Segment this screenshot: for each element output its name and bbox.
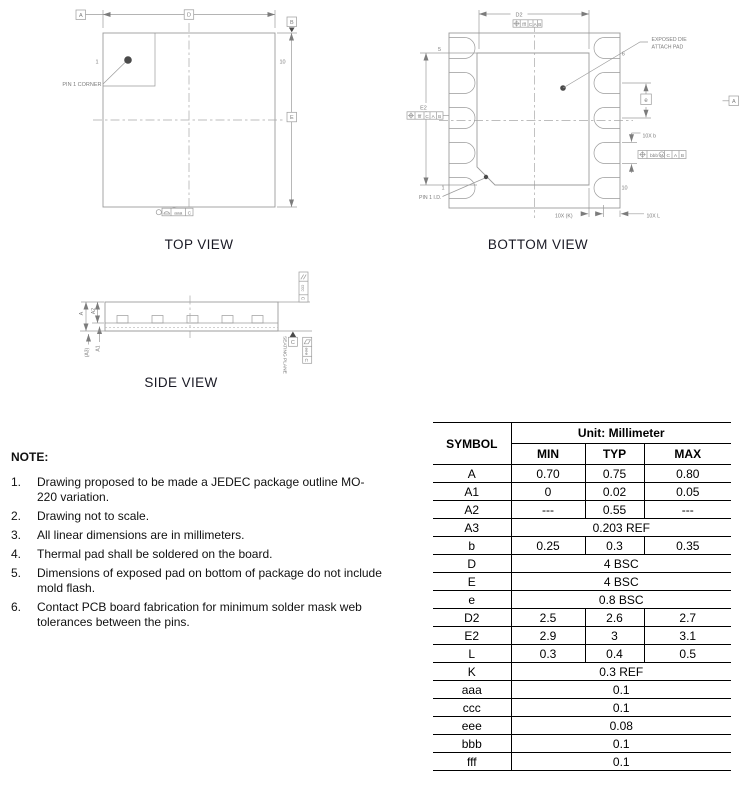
dim-l-label: 10X L <box>646 213 661 220</box>
span-value-cell: 0.08 <box>511 717 731 735</box>
dim-b-label: 10X b <box>642 133 657 140</box>
exposed-pad-label-line2: ATTACH PAD <box>651 44 684 51</box>
note-item <box>11 600 431 630</box>
dim-d-label: D <box>187 12 191 19</box>
table-row <box>433 627 731 645</box>
typ-cell: 0.55 <box>585 501 644 519</box>
datum-b-arrow <box>289 28 295 33</box>
symbol-cell: aaa <box>433 681 511 699</box>
pin1-id-callout <box>419 175 488 201</box>
note-number: 2. <box>11 509 22 523</box>
bottom-pin1-number: 1 <box>441 185 445 192</box>
symbol-cell: b <box>433 537 511 555</box>
table-row <box>433 537 731 555</box>
fcf-ccc-datum: C <box>300 296 306 301</box>
symbol-cell: D2 <box>433 609 511 627</box>
table-row <box>433 735 731 753</box>
column-header-min: MIN <box>511 444 585 465</box>
note-text-line: Drawing proposed to be made a JEDEC package outline MO- <box>37 475 365 489</box>
seating-plane-callout <box>282 332 312 374</box>
dim-e-label: E <box>289 115 294 122</box>
symbol-cell: eee <box>433 717 511 735</box>
svg-text:M: M <box>660 152 664 158</box>
table-row <box>433 501 731 519</box>
fcf-aaa <box>156 207 193 217</box>
fcf-d2-tolerance: fff <box>522 21 526 27</box>
symbol-cell: E <box>433 573 511 591</box>
fcf-b-tolerance: bbb <box>649 153 659 159</box>
note-text-line: All linear dimensions are in millimeters. <box>37 528 245 542</box>
fcf-d2-datum1: C <box>528 21 533 27</box>
pin1-marker-dot <box>124 56 132 64</box>
fcf-eee-tolerance: eee <box>304 347 309 356</box>
dim-k-label: 10X (K) <box>555 213 573 220</box>
bottom-view-title: BOTTOM VIEW <box>487 237 589 252</box>
symbol-cell: A2 <box>433 501 511 519</box>
table-row <box>433 465 731 483</box>
typ-cell: 0.75 <box>585 465 644 483</box>
symbol-cell: K <box>433 663 511 681</box>
symbol-cell: A3 <box>433 519 511 537</box>
side-left-dims <box>79 302 104 357</box>
side-view <box>79 272 312 374</box>
note-number: 4. <box>11 547 22 561</box>
notes-heading: NOTE: <box>11 450 49 464</box>
pin1-corner-label: PIN 1 CORNER <box>62 82 102 88</box>
table-row <box>433 573 731 591</box>
min-cell: 2.5 <box>511 609 585 627</box>
table-row <box>433 663 731 681</box>
note-text-line: Contact PCB board fabrication for minimum solder mask web <box>37 600 362 614</box>
fcf-e2-datum3: B <box>438 113 442 119</box>
dim-e-pitch-group <box>622 83 651 118</box>
fcf-aaa-tolerance: aaa <box>174 211 183 217</box>
span-value-cell: 0.8 BSC <box>511 591 731 609</box>
span-value-cell: 0.1 <box>511 699 731 717</box>
symbol-cell: bbb <box>433 735 511 753</box>
table-row <box>433 681 731 699</box>
typ-cell: 0.3 <box>585 537 644 555</box>
seating-plane-label: SEATING PLANE <box>281 336 287 374</box>
symbol-cell: e <box>433 591 511 609</box>
top-view-title: TOP VIEW <box>164 237 234 252</box>
typ-cell: 2.6 <box>585 609 644 627</box>
note-text-line: 220 variation. <box>37 490 110 504</box>
pin1-id-label: PIN 1 I.D. <box>419 195 442 201</box>
bottom-view <box>407 10 739 220</box>
symbol-cell: fff <box>433 753 511 771</box>
fcf-b-datum1: C <box>666 153 670 159</box>
dim-k-l-group <box>555 185 661 220</box>
note-item <box>11 509 431 524</box>
typ-cell: 0.4 <box>585 645 644 663</box>
dim-a3-label: (A3) <box>84 347 91 358</box>
fcf-eee-datum: C <box>304 358 309 362</box>
dim-a1-label: A1 <box>95 345 102 352</box>
symbol-cell: L <box>433 645 511 663</box>
datum-c-label: C <box>290 340 295 347</box>
bottom-pin10-number: 10 <box>621 185 628 192</box>
unit-header: Unit: Millimeter <box>511 423 731 444</box>
table-row <box>433 753 731 771</box>
fcf-d2-datum2: A <box>533 21 537 27</box>
side-view-title: SIDE VIEW <box>144 375 218 390</box>
max-cell: 0.05 <box>644 483 731 501</box>
left-pin-pads <box>449 38 475 199</box>
fcf-ccc-tolerance: ccc <box>300 284 306 292</box>
datum-b-group <box>287 17 297 32</box>
fcf-e2-datum1: C <box>425 113 429 119</box>
pin1-id-dot <box>484 175 488 179</box>
min-cell: 0 <box>511 483 585 501</box>
symbol-cell: A1 <box>433 483 511 501</box>
span-value-cell: 0.1 <box>511 735 731 753</box>
note-number: 5. <box>11 566 22 580</box>
datum-b-label: B <box>289 19 294 26</box>
pin1-corner-leader <box>103 63 125 85</box>
max-cell: 0.35 <box>644 537 731 555</box>
bottom-pin6-number: 6 <box>621 51 625 58</box>
note-text-line: mold flash. <box>37 581 96 595</box>
min-cell: 0.3 <box>511 645 585 663</box>
symbol-cell: E2 <box>433 627 511 645</box>
min-cell: 0.70 <box>511 465 585 483</box>
dim-d2-label: D2 <box>515 12 523 19</box>
dim-a-label: A <box>79 311 85 316</box>
bottom-pin5-number: 5 <box>437 47 441 53</box>
fcf-e2-tolerance: fff <box>417 113 422 119</box>
symbol-cell: A <box>433 465 511 483</box>
fcf-d2-datum3: B <box>538 21 542 27</box>
span-value-cell: 0.203 REF <box>511 519 731 537</box>
notes-section <box>11 450 431 634</box>
note-item <box>11 566 431 596</box>
dim-d-group <box>76 10 275 28</box>
typ-cell: 0.02 <box>585 483 644 501</box>
note-number: 6. <box>11 600 22 614</box>
exposed-pad-outline <box>477 53 589 185</box>
dim-a2-label: A2 <box>90 307 97 315</box>
min-cell: --- <box>511 501 585 519</box>
dimension-table <box>433 422 731 771</box>
note-text-line: Dimensions of exposed pad on bottom of package do not include <box>37 566 382 580</box>
table-row <box>433 591 731 609</box>
top-view <box>62 10 297 217</box>
datum-a-label: A <box>78 12 83 19</box>
note-item <box>11 528 431 543</box>
table-row <box>433 645 731 663</box>
table-row <box>433 519 731 537</box>
fcf-ccc <box>299 272 308 302</box>
table-row <box>433 717 731 735</box>
span-value-cell: 4 BSC <box>511 555 731 573</box>
max-cell: 3.1 <box>644 627 731 645</box>
top-pin10-number: 10 <box>279 59 286 66</box>
table-row <box>433 609 731 627</box>
column-header-max: MAX <box>644 444 731 465</box>
table-row <box>433 555 731 573</box>
dim-d2-group <box>479 10 589 50</box>
column-header-typ: TYP <box>585 444 644 465</box>
note-number: 1. <box>11 475 22 489</box>
column-header-symbol: SYMBOL <box>433 423 511 465</box>
span-value-cell: 0.1 <box>511 753 731 771</box>
fcf-aaa-datum: C <box>187 211 192 217</box>
note-text-line: Thermal pad shall be soldered on the board. <box>37 547 273 561</box>
datum-a-right-group <box>723 96 739 106</box>
dim-e2-label: E2 <box>420 105 427 112</box>
fcf-b-datum3: B <box>680 153 685 159</box>
min-cell: 0.25 <box>511 537 585 555</box>
max-cell: --- <box>644 501 731 519</box>
note-item <box>11 547 431 562</box>
max-cell: 0.5 <box>644 645 731 663</box>
max-cell: 2.7 <box>644 609 731 627</box>
datum-c-flag <box>290 332 297 338</box>
symbol-cell: D <box>433 555 511 573</box>
exposed-pad-label-line1: EXPOSED DIE <box>651 37 687 43</box>
note-text-line: tolerances between the pins. <box>37 615 190 629</box>
min-cell: 2.9 <box>511 627 585 645</box>
table-row <box>433 483 731 501</box>
symbol-cell: ccc <box>433 699 511 717</box>
bottom-datum-a-label: A <box>731 99 736 105</box>
span-value-cell: 0.3 REF <box>511 663 731 681</box>
max-cell: 0.80 <box>644 465 731 483</box>
dim-e-pitch-label: e <box>644 97 648 104</box>
span-value-cell: 0.1 <box>511 681 731 699</box>
fcf-e2-datum2: A <box>431 113 435 119</box>
note-text-line: Drawing not to scale. <box>37 509 150 523</box>
typ-cell: 3 <box>585 627 644 645</box>
note-item <box>11 475 431 505</box>
note-number: 3. <box>11 528 22 542</box>
top-pin1-number: 1 <box>95 59 99 66</box>
dim-b-group <box>622 133 686 173</box>
fcf-b-datum2: A <box>673 153 678 159</box>
table-header-row <box>433 423 731 444</box>
table-row <box>433 699 731 717</box>
span-value-cell: 4 BSC <box>511 573 731 591</box>
fcf-eee <box>303 337 312 363</box>
